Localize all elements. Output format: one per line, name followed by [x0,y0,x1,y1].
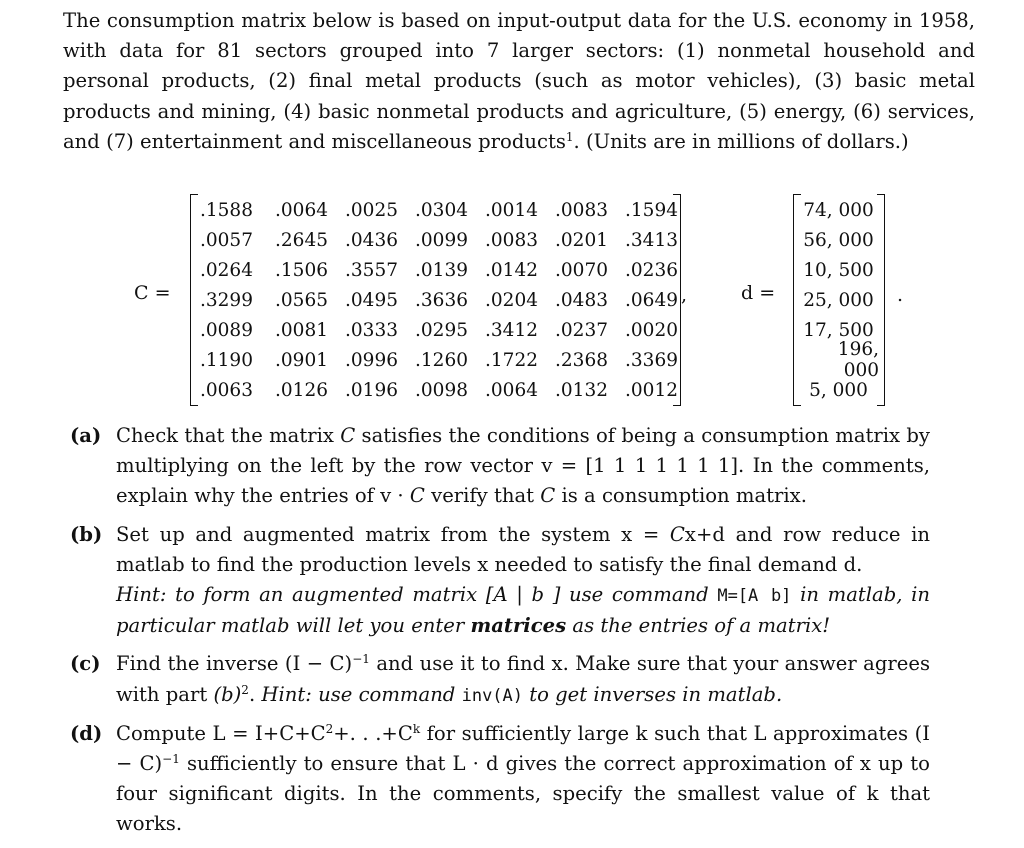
part-d-text: sufficiently to ensure that L · d gives the correct approximation of x up to four significant digits. In the comments, specify the smallest value of k that works. [116,752,930,836]
part-b-hint [116,583,930,637]
matrix-c [191,194,679,406]
hint-text: Hint: to form an augmented matrix [A | b ] use command [116,583,718,607]
hint-text: as the entries of a matrix! [566,614,831,638]
question-parts [70,421,930,848]
hint-text: in matlab, in particular matlab will let you enter [116,583,931,638]
hint-bold: matrices [470,614,567,638]
matrix-c-cell: .2368 [555,349,608,371]
matrix-c-cell: .0132 [555,379,608,401]
matrix-c-cell: .0099 [415,229,468,251]
vector-d-entry: 10, 500 [803,259,874,281]
part-c-footnote: 2 [241,682,249,697]
vector-d-trailing: . [897,284,904,306]
matrix-c-row [200,315,678,345]
intro-text: The consumption matrix below is based on input-output data for the U.S. economy in 1958, with data for 81 sectors grouped into 7 larger sectors: (1) nonmetal household and personal products, (2) final metal products (such as motor vehicles), (3) basic metal products and mining, (4) basic nonmetal products and agriculture, (5) energy, (6) services, and (7) entertainment and miscellaneous products [63,9,975,153]
matrix-c-cell: .0495 [345,289,398,311]
matrix-c-cell: .1260 [415,349,468,371]
footnote-mark: 1 [565,129,574,144]
part-c-label: (c) [70,652,101,676]
part-a-text: is a consumption matrix. [555,484,807,508]
matrix-c-cell: .0483 [555,289,608,311]
matrix-c-cell: .1588 [200,199,253,221]
matrix-c-cell: .0089 [200,319,253,341]
matrix-c-cell: .0264 [200,259,253,281]
matrix-c-cell: .0201 [555,229,608,251]
matrix-c-cell: .0237 [555,319,608,341]
matrix-c-row [200,195,678,225]
matrix-c-cell: .0436 [345,229,398,251]
matrix-c-cell: .0063 [200,379,253,401]
vector-d-entry: 17, 500 [803,319,874,341]
matrix-c-cell: .2645 [275,229,328,251]
matrix-c-cell: .0081 [275,319,328,341]
matrix-c-cell: .0139 [415,259,468,281]
part-a-text: verify that [424,484,541,508]
part-c-text: Find the inverse (I − C) [116,652,353,676]
part-d-text: +. . .+C [333,721,413,745]
part-a-text: Check that the matrix [116,424,341,447]
matrix-c-cell: .1190 [200,349,253,371]
part-d-text: for sufficiently large k such that L approximates (I − C) [116,721,930,776]
matrix-c-cell: .1722 [485,349,538,371]
part-a-var: C [409,484,425,508]
part-a-var: C [340,424,356,447]
hint-command: inv(A) [461,685,524,706]
matrix-c-cell: .0142 [485,259,538,281]
part-c-ref: (b) [213,682,242,706]
matrix-c-cell: .0020 [625,319,678,341]
part-d-text: Compute L = I+C+C [116,721,326,745]
matrix-c-cell: .0295 [415,319,468,341]
matrix-c-cell: .0126 [275,379,328,401]
matrix-c-cell: .0098 [415,379,468,401]
matrix-c-trailing: , [681,284,688,306]
matrix-c-cell: .0333 [345,319,398,341]
intro-tail: . (Units are in millions of dollars.) [573,129,909,153]
matrix-c-cell: .0083 [485,229,538,251]
part-c-text: . [248,682,262,706]
hint-text: to get inverses in matlab. [523,682,783,706]
vector-d-entry: 196, 000 [837,339,879,381]
matrix-c-cell: .0649 [625,289,678,311]
vector-d-label: d = [741,282,776,304]
matrix-c-cell: .0083 [555,199,608,221]
part-a-var: C [540,484,556,508]
matrix-c-cell: .0196 [345,379,398,401]
vector-d-entry: 56, 000 [803,229,874,251]
hint-text: Hint: use command [261,682,462,706]
part-d-exponent: 2 [325,721,334,736]
matrix-c-cell: .0070 [555,259,608,281]
matrix-c-cell: .0012 [625,379,678,401]
matrix-c-cell: .0025 [345,199,398,221]
matrix-c-row [200,225,678,255]
part-a [70,421,930,512]
part-d-exponent: k [412,721,421,736]
part-c-hint [261,683,782,706]
intro-paragraph [63,6,975,157]
matrix-c-cell: .1594 [625,199,678,221]
matrix-c-cell: .0236 [625,259,678,281]
part-b-label: (b) [70,522,103,546]
matrix-c-row [200,375,678,405]
part-b-text: x+d and row reduce in matlab to find the production levels x needed to satisfy the final demand d. [116,522,930,576]
part-b-var: C [669,522,685,546]
matrix-c-row [200,255,678,285]
matrix-c-cell: .1506 [275,259,328,281]
matrix-c-cell: .0064 [275,199,328,221]
matrix-c-cell: .3299 [200,289,253,311]
matrix-c-cell: .0064 [485,379,538,401]
vector-d [794,194,883,406]
part-c-exponent: −1 [352,652,370,667]
part-d [70,719,930,840]
matrix-c-cell: .0901 [275,349,328,371]
matrix-c-label: C = [134,282,171,304]
matrix-c-cell: .0565 [275,289,328,311]
matrix-c-cell: .3412 [485,319,538,341]
matrix-c-row [200,345,678,375]
part-c-text: and use it to find x. Make sure that your answer agrees with part [116,652,930,706]
hint-command: M=[A b] [717,586,792,607]
vector-d-entry: 5, 000 [809,379,868,401]
part-a-label: (a) [70,424,102,447]
part-a-text: satisfies the conditions of being a consumption matrix by multiplying on the left by the row vector v = [1 1 1 1 1 1 1]. In the comments, explain why the entries of v · [116,424,931,508]
matrix-c-cell: .3413 [625,229,678,251]
matrix-c-row [200,285,678,315]
matrix-c-cell: .0304 [415,199,468,221]
part-d-exponent: −1 [162,752,180,767]
part-b [70,520,930,642]
vector-d-entry: 25, 000 [803,289,874,311]
vector-d-entry: 74, 000 [803,199,874,221]
matrix-c-cell: .0057 [200,229,253,251]
part-d-label: (d) [70,721,103,745]
matrix-c-cell: .3557 [345,259,398,281]
matrix-c-cell: .0204 [485,289,538,311]
part-b-text: Set up and augmented matrix from the system x = [116,522,670,546]
matrix-c-cell: .0014 [485,199,538,221]
matrix-c-cell: .0996 [345,349,398,371]
part-c [70,649,930,710]
matrix-c-cell: .3636 [415,289,468,311]
matrix-c-cell: .3369 [625,349,678,371]
